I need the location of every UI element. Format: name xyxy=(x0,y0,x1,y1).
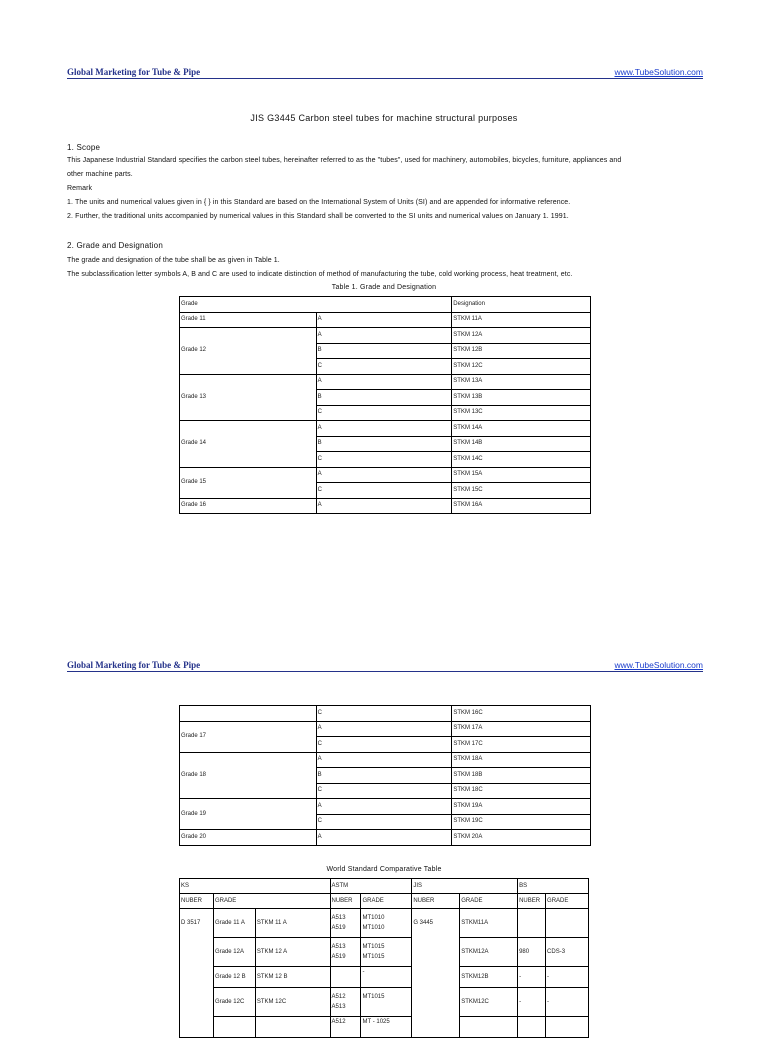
designation-cell: STKM 16C xyxy=(452,706,591,722)
brand-name: Global Marketing for Tube & Pipe xyxy=(67,660,201,670)
grade-heading: 2. Grade and Designation xyxy=(67,241,163,250)
bs-number-cell: - xyxy=(518,988,546,1017)
scope-text-line2: other machine parts. xyxy=(67,171,133,178)
scope-text-line1: This Japanese Industrial Standard specifies the carbon steel tubes, hereinafter referred to as the "tubes", used for machinery, automobiles, bicycles, furniture, appliances and xyxy=(67,157,622,164)
designation-cell: STKM 20A xyxy=(452,830,591,846)
jis-grade-header: GRADE xyxy=(460,894,518,909)
bs-grade-cell: CDS-3 xyxy=(546,938,589,967)
ks-number-header: NUBER xyxy=(180,894,214,909)
designation-cell: STKM 17A xyxy=(452,721,591,737)
designation-cell: STKM 14A xyxy=(452,421,591,437)
bs-number-cell xyxy=(518,1017,546,1038)
website-link[interactable]: www.TubeSolution.com xyxy=(614,660,703,670)
table-row xyxy=(180,799,591,815)
subclass-cell: A xyxy=(316,830,452,846)
grade-designation-table-continued xyxy=(179,705,591,846)
table-row xyxy=(180,1017,589,1038)
ks-designation-cell: STKM 12C xyxy=(255,988,330,1017)
ks-header: KS xyxy=(180,879,331,894)
subclass-cell: C xyxy=(316,783,452,799)
table-row xyxy=(180,988,589,1017)
subclass-cell: C xyxy=(316,483,452,499)
astm-grade-cell-line: MT1010 xyxy=(362,925,385,931)
grade-cell: Grade 16 xyxy=(180,498,317,514)
subclass-cell: A xyxy=(316,799,452,815)
designation-cell: STKM 12C xyxy=(452,359,591,375)
jis-number-header: NUBER xyxy=(412,894,460,909)
astm-grade-cell xyxy=(361,988,412,1017)
bs-grade-cell xyxy=(546,1017,589,1038)
bs-grade-cell: - xyxy=(546,967,589,988)
ks-grade-cell: Grade 12C xyxy=(213,988,255,1017)
designation-cell: STKM 14C xyxy=(452,452,591,468)
astm-grade-cell-line: MT1010 xyxy=(362,915,385,921)
ks-grade-cell xyxy=(213,1017,255,1038)
bs-number-cell: - xyxy=(518,967,546,988)
ks-grade-cell: Grade 11 A xyxy=(213,909,255,938)
subclass-cell: C xyxy=(316,452,452,468)
astm-number-cell xyxy=(330,967,361,988)
header-divider xyxy=(67,78,703,79)
astm-number-cell-line xyxy=(332,977,360,987)
table-row xyxy=(180,421,591,437)
subclass-cell: A xyxy=(316,312,452,328)
website-link[interactable]: www.TubeSolution.com xyxy=(614,67,703,77)
subclass-cell: C xyxy=(316,814,452,830)
subclass-cell: A xyxy=(316,374,452,390)
grade-cell: Grade 18 xyxy=(180,752,317,799)
table-row xyxy=(180,312,591,328)
bs-number-cell xyxy=(518,909,546,938)
astm-grade-cell-line xyxy=(362,977,410,987)
astm-grade-cell-line xyxy=(362,1002,410,1012)
astm-grade-cell xyxy=(361,1017,412,1038)
astm-grade-cell-line: - xyxy=(362,969,365,975)
ks-grade-cell: Grade 12A xyxy=(213,938,255,967)
designation-cell: STKM 17C xyxy=(452,737,591,753)
grade-cell xyxy=(180,706,317,722)
astm-number-cell-line: A513 xyxy=(331,944,346,950)
subclass-cell: B xyxy=(316,390,452,406)
header-divider xyxy=(67,671,703,672)
jis-number-cell: G 3445 xyxy=(412,909,460,1038)
bs-number-header: NUBER xyxy=(518,894,546,909)
subclass-cell: B xyxy=(316,343,452,359)
ks-designation-cell: STKM 11 A xyxy=(255,909,330,938)
designation-cell: STKM 12A xyxy=(452,328,591,344)
astm-grade-cell-line: MT1015 xyxy=(362,944,385,950)
designation-cell: STKM 18C xyxy=(452,783,591,799)
scope-heading: 1. Scope xyxy=(67,143,101,152)
astm-number-cell xyxy=(330,1017,361,1038)
subclass-cell: C xyxy=(316,706,452,722)
jis-header: JIS xyxy=(412,879,518,894)
ks-number-cell: D 3517 xyxy=(180,909,214,1038)
astm-number-cell-line: A519 xyxy=(331,954,346,960)
table1-caption: Table 1. Grade and Designation xyxy=(331,284,437,291)
grade-designation-table xyxy=(179,296,591,514)
table-row xyxy=(180,752,591,768)
astm-grade-cell xyxy=(361,967,412,988)
remark-2: 2. Further, the traditional units accompanied by numerical values in this Standard shall be converted to the SI units and numerical values on January 1. 1991. xyxy=(67,213,569,220)
jis-grade-cell: STKM12B xyxy=(460,967,518,988)
bs-number-cell: 980 xyxy=(518,938,546,967)
table-header-grade: Grade xyxy=(180,297,452,313)
astm-number-cell-line: A513 xyxy=(331,915,346,921)
astm-number-cell-line xyxy=(332,1027,360,1037)
designation-cell: STKM 13A xyxy=(452,374,591,390)
ks-grade-cell: Grade 12 B xyxy=(213,967,255,988)
world-standard-table xyxy=(179,878,589,1038)
designation-cell: STKM 18A xyxy=(452,752,591,768)
astm-number-cell-line: A512 xyxy=(331,994,346,1000)
subclass-cell: B xyxy=(316,436,452,452)
ks-grade-header: GRADE xyxy=(213,894,330,909)
jis-grade-cell: STKM12C xyxy=(460,988,518,1017)
astm-number-header: NUBER xyxy=(330,894,361,909)
subclass-cell: A xyxy=(316,328,452,344)
astm-grade-header: GRADE xyxy=(361,894,412,909)
remark-1: 1. The units and numerical values given in { } in this Standard are based on the International System of Units (SI) and are appended for informative reference. xyxy=(67,199,571,206)
grade-cell: Grade 14 xyxy=(180,421,317,468)
designation-cell: STKM 16A xyxy=(452,498,591,514)
bs-grade-header: GRADE xyxy=(546,894,589,909)
astm-number-cell xyxy=(330,938,361,967)
grade-text-line2: The subclassification letter symbols A, B and C are used to indicate distinction of method of manufacturing the tube, cold working process, heat treatment, etc. xyxy=(67,271,573,278)
brand-name: Global Marketing for Tube & Pipe xyxy=(67,67,201,77)
bs-grade-cell: - xyxy=(546,988,589,1017)
astm-grade-cell xyxy=(361,909,412,938)
table-row xyxy=(180,721,591,737)
grade-cell: Grade 17 xyxy=(180,721,317,752)
table-row xyxy=(180,374,591,390)
table-header-designation: Designation xyxy=(452,297,591,313)
subclass-cell: A xyxy=(316,421,452,437)
document-title: JIS G3445 Carbon steel tubes for machine structural purposes xyxy=(250,113,518,123)
subclass-cell: A xyxy=(316,721,452,737)
astm-grade-cell xyxy=(361,938,412,967)
astm-number-cell-line xyxy=(332,967,360,977)
remark-label: Remark xyxy=(67,185,93,192)
designation-cell: STKM 12B xyxy=(452,343,591,359)
astm-grade-cell-line: MT - 1025 xyxy=(362,1019,390,1025)
designation-cell: STKM 19C xyxy=(452,814,591,830)
jis-grade-cell: STKM12A xyxy=(460,938,518,967)
designation-cell: STKM 13C xyxy=(452,405,591,421)
bs-header: BS xyxy=(518,879,589,894)
table-row xyxy=(180,328,591,344)
subclass-cell: C xyxy=(316,359,452,375)
astm-number-cell-line: A519 xyxy=(331,925,346,931)
ks-designation-cell: STKM 12 B xyxy=(255,967,330,988)
subclass-cell: A xyxy=(316,467,452,483)
bs-grade-cell xyxy=(546,909,589,938)
subclass-cell: A xyxy=(316,498,452,514)
subclass-cell: B xyxy=(316,768,452,784)
jis-grade-cell xyxy=(460,1017,518,1038)
grade-text-line1: The grade and designation of the tube shall be as given in Table 1. xyxy=(67,257,280,264)
grade-cell: Grade 11 xyxy=(180,312,317,328)
table-row xyxy=(180,498,591,514)
designation-cell: STKM 18B xyxy=(452,768,591,784)
designation-cell: STKM 19A xyxy=(452,799,591,815)
subclass-cell: A xyxy=(316,752,452,768)
astm-header: ASTM xyxy=(330,879,412,894)
table-row xyxy=(180,938,589,967)
subclass-cell: C xyxy=(316,737,452,753)
table-row xyxy=(180,467,591,483)
designation-cell: STKM 15A xyxy=(452,467,591,483)
astm-number-cell xyxy=(330,909,361,938)
astm-grade-cell-line xyxy=(362,1027,410,1037)
designation-cell: STKM 11A xyxy=(452,312,591,328)
table-row xyxy=(180,909,589,938)
table-row xyxy=(180,967,589,988)
ks-designation-cell: STKM 12 A xyxy=(255,938,330,967)
designation-cell: STKM 13B xyxy=(452,390,591,406)
subclass-cell: C xyxy=(316,405,452,421)
table-row xyxy=(180,830,591,846)
astm-number-cell-line: A512 xyxy=(331,1019,346,1025)
astm-number-cell xyxy=(330,988,361,1017)
grade-cell: Grade 15 xyxy=(180,467,317,498)
grade-cell: Grade 12 xyxy=(180,328,317,375)
designation-cell: STKM 15C xyxy=(452,483,591,499)
world-table-caption: World Standard Comparative Table xyxy=(326,866,442,873)
ks-designation-cell xyxy=(255,1017,330,1038)
designation-cell: STKM 14B xyxy=(452,436,591,452)
grade-cell: Grade 13 xyxy=(180,374,317,421)
astm-grade-cell-line: MT1015 xyxy=(362,994,385,1000)
grade-cell: Grade 20 xyxy=(180,830,317,846)
astm-number-cell-line: A513 xyxy=(331,1004,346,1010)
table-row xyxy=(180,706,591,722)
jis-grade-cell: STKM11A xyxy=(460,909,518,938)
grade-cell: Grade 19 xyxy=(180,799,317,830)
astm-grade-cell-line: MT1015 xyxy=(362,954,385,960)
